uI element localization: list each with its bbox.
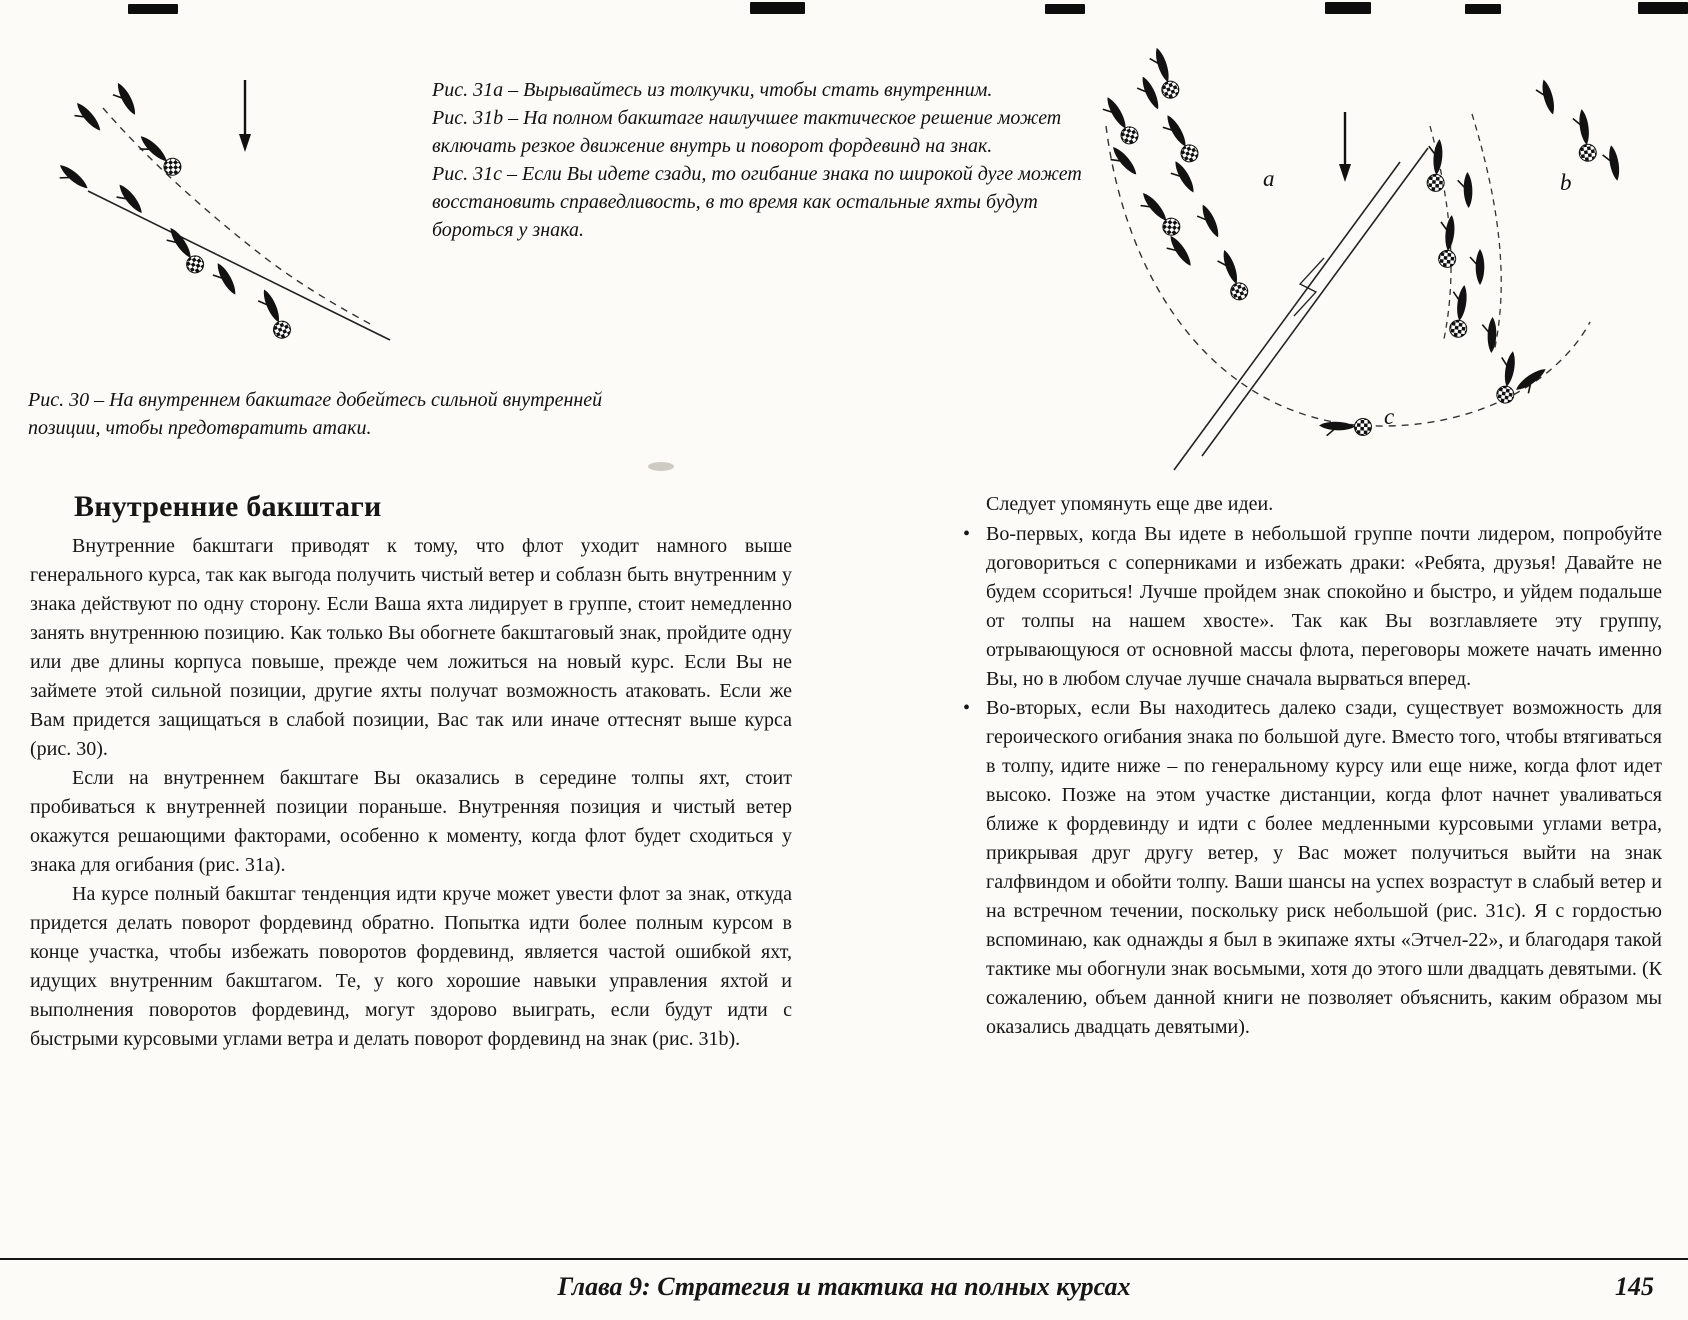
bullet-item: [962, 520, 1662, 694]
page-number: 145: [1615, 1272, 1654, 1301]
sailboat-icon: [1534, 78, 1557, 116]
sailboat-icon: [69, 100, 103, 137]
section-heading: Внутренние бакштаги: [74, 490, 382, 523]
sailboat-icon: [1481, 317, 1497, 353]
spinnaker-boat-icon: [134, 130, 185, 180]
caption-fig31c: Рис. 31c – Если Вы идете сзади, то огибание знака по широкой дуге может восстановить справедливость, в то время как остальные яхты будут бороться у знака.: [432, 163, 1082, 241]
paragraph: Внутренние бакштаги приводят к тому, что флот уходит намного выше генерального курса, так как выгода получить чистый ветер и соблазн быть внутренним у знака действуют по одну сторону. Если Ваша яхта лидирует в группе, стоит немедленно занять внутреннюю позицию. Как только Вы обогнете бакштаговый знак, пройдите одну или две длины корпуса повыше, прежде чем ложиться на новый курс. Если Вы не займете этой сильной позиции, другие яхты получат возможность атаковать. Если же Вам придется защищаться в слабой позиции, Вас так или иначе оттеснят выше курса (рис. 30).: [30, 535, 792, 760]
caption-fig31b: Рис. 31b – На полном бакштаге наилучшее тактическое решение может включать резкое движение внутрь и поворот фордевинд на знак.: [432, 107, 1062, 157]
boat-cluster-right: [1425, 78, 1622, 404]
sailboat-icon: [209, 261, 239, 299]
bullet-text: Во-первых, когда Вы идете в небольшой группе почти лидером, попробуйте договориться с соперниками и избежать драки: «Ребята, друзья! Давайте не будем ссориться! Лучше пройдем знак спокойно и быстро, и уйдем подальше от толпы на нашем хвосте». Так как Вы возглавляете эту группу, отрывающуюся от основной массы флота, переговоры можете начать именно Вы, но в любом случае лучше сначала вырваться вперед.: [986, 523, 1662, 690]
mark-label-a: a: [1263, 166, 1275, 191]
caption-fig31a: Рис. 31a – Вырывайтесь из толкучки, чтобы стать внутренним.: [432, 79, 993, 101]
sailboat-icon: [1514, 366, 1552, 398]
bullet-marker: •: [963, 697, 971, 719]
right-column: [962, 490, 1662, 1042]
sailboat-icon: [1601, 145, 1621, 183]
figure-31-caption-block: [432, 76, 1104, 244]
bullet-item: [962, 694, 1662, 1042]
spinnaker-boat-icon: [1099, 93, 1141, 148]
spinnaker-boat-icon: [1494, 350, 1521, 405]
sailboat-icon: [1167, 159, 1197, 197]
layline-course-line: [88, 191, 390, 340]
boat-cluster: [54, 81, 294, 342]
sailboat-icon: [112, 182, 145, 219]
paragraph: Если на внутреннем бакштаге Вы оказались в середине толпы яхт, стоит пробиваться к внутренней позиции пораньше. Внутренняя позиция и чистый ветер окажутся решающими факторами, особенно к моменту, когда флот будет сходиться у знака для огибания (рис. 31a).: [30, 767, 792, 876]
spinnaker-boat-icon: [255, 286, 293, 341]
spinnaker-boat-icon: [1159, 111, 1201, 166]
figure-30-diagram: [18, 56, 398, 368]
intro-line: Следует упомянуть еще две идеи.: [986, 493, 1274, 515]
wind-arrow-icon: [1339, 112, 1351, 182]
figure-31-diagram: [1078, 34, 1680, 486]
sailboat-icon: [1457, 172, 1473, 208]
bullet-text: Во-вторых, если Вы находитесь далеко сзади, существует возможность для героического огибания знака по большой дуге. Вместо того, чтобы втягиваться в толпу, идите ниже – по генеральному курсу или еще ниже, когда флот идет высоко. Позже на этом участке дистанции, когда флот начнет уваливаться ближе к фордевинду и идти с более медленными курсовыми углами ветра, прикрывая друг другу ветер, у Вас может получиться выйти на знак галфвиндом и обойти толпу. Ваши шансы на успех возрастут в слабый ветер и на встречном течении, поскольку риск небольшой (рис. 31c). Я с гордостью вспоминаю, как однажды я был в экипаже яхты «Этчел-22», и благодаря такой тактике мы обогнули знак восьмыми, хотя до этого шли двадцать девятыми. (К сожалению, объем данной книги не позволяет объяснить, каким образом мы оказались двадцать девятыми).: [986, 697, 1662, 1038]
sailboat-icon: [1134, 75, 1162, 114]
spinnaker-boat-icon: [1425, 138, 1448, 192]
chapter-title: Глава 9: Стратегия и тактика на полных курсах: [557, 1272, 1131, 1301]
bullet-marker: •: [963, 523, 971, 545]
left-column: [30, 490, 792, 1054]
spinnaker-boat-icon: [1447, 284, 1473, 339]
spinnaker-boat-icon: [1135, 188, 1183, 240]
spinnaker-boat-icon: [1436, 214, 1460, 268]
sailboat-icon: [54, 162, 91, 196]
boat-cluster-left: [1099, 45, 1250, 303]
spinnaker-boat-icon: [1215, 247, 1250, 303]
boat-cluster-arc: [1319, 366, 1552, 438]
footer-divider: [0, 1258, 1688, 1260]
mark-label-b: b: [1560, 170, 1572, 195]
sailboat-icon: [1470, 249, 1484, 285]
wind-arrow-icon: [239, 80, 251, 152]
spinnaker-boat-icon: [1572, 108, 1598, 163]
paragraph: На курсе полный бакштаг тенденция идти круче может увести флот за знак, откуда придется делать поворот фордевинд обратно. Попытка идти более полным курсом в конце участка, чтобы избежать поворотов фордевинд, является частой ошибкой яхт, идущих внутренним бакштагом. Те, у кого хорошие навыки управления яхтой и выполнения поворотов фордевинд, могут здорово выиграть, если будут идти с быстрыми курсовыми углами ветра и делать поворот фордевинд на знак (рис. 31b).: [30, 883, 792, 1050]
caption-fig30: Рис. 30 – На внутреннем бакштаге добейтесь сильной внутренней позиции, чтобы предотвратить атаки.: [28, 389, 603, 439]
sailboat-icon: [1105, 144, 1139, 181]
sailboat-icon: [109, 81, 139, 120]
sailboat-icon: [1194, 203, 1222, 242]
outer-course-path: [1472, 114, 1501, 352]
sailboat-icon: [1162, 233, 1194, 271]
mark-label-c: c: [1384, 404, 1395, 429]
